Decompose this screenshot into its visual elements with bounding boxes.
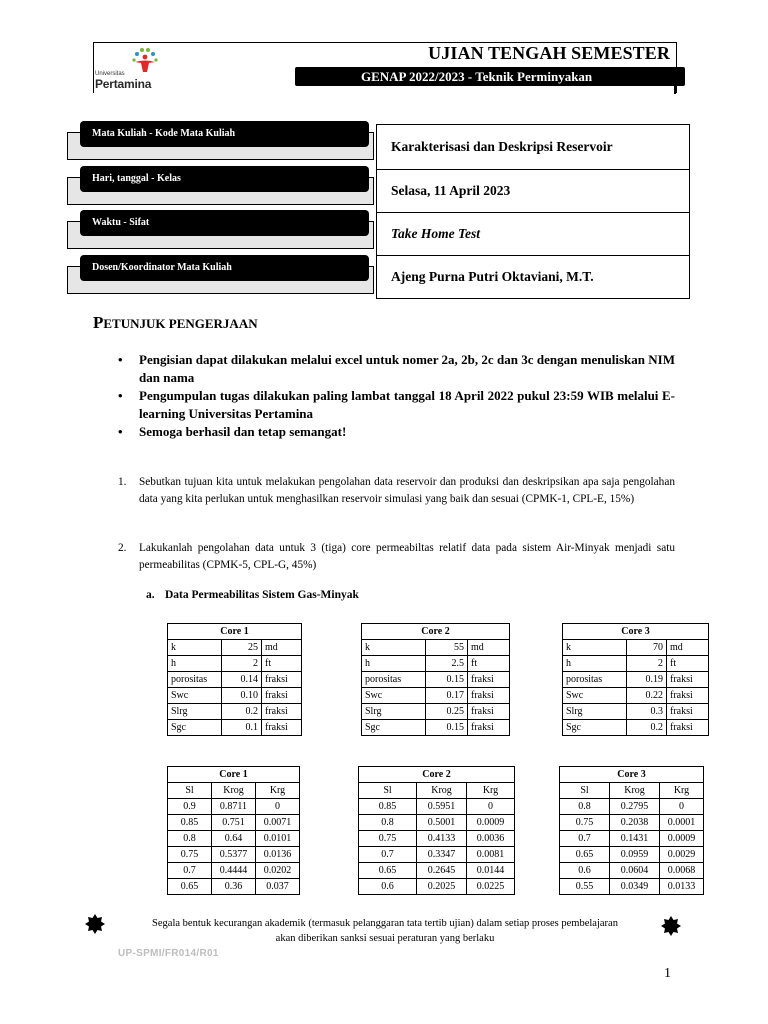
property-table-core-3: [562, 623, 709, 736]
table-title: Core 1: [168, 767, 300, 783]
table-row: Swc 0.22 fraksi: [563, 688, 709, 704]
table-row: 0.65 0.36 0.037: [168, 879, 300, 895]
table-row: Swc 0.17 fraksi: [362, 688, 510, 704]
seal-left-icon: [85, 914, 105, 934]
instructions-heading: PETUNJUK PENGERJAAN: [93, 313, 258, 332]
table-row: Swc 0.10 fraksi: [168, 688, 302, 704]
page-number: 1: [664, 966, 671, 981]
question-number: 1.: [118, 476, 127, 488]
footer-line: Segala bentuk kecurangan akademik (termasuk pelanggaran tata tertib ujian) dalam setiap proses pembelajaran: [152, 918, 618, 929]
info-value-date: Selasa, 11 April 2023: [377, 170, 689, 213]
table-title: Core 3: [563, 624, 709, 640]
table-row: 0.75 0.5377 0.0136: [168, 847, 300, 863]
table-row: porositas 0.15 fraksi: [362, 672, 510, 688]
table-row: Slrg 0.3 fraksi: [563, 704, 709, 720]
info-value-nature: Take Home Test: [377, 213, 689, 256]
seal-right-icon: [661, 916, 681, 936]
relperm-table-core-3: [559, 766, 704, 895]
instruction-item: • Pengisian dapat dilakukan melalui excel untuk nomer 2a, 2b, 2c dan 3c dengan menuliskan NIM dan nama: [118, 351, 675, 387]
footer-line: akan diberikan sanksi sesuai peraturan yang berlaku: [275, 933, 495, 944]
exam-title: UJIAN TENGAH SEMESTER: [428, 43, 670, 63]
subsection-title: Data Permeabilitas Sistem Gas-Minyak: [165, 589, 359, 601]
table-row: Sgc 0.15 fraksi: [362, 720, 510, 736]
relperm-table-core-2: [358, 766, 515, 895]
question-text: Sebutkan tujuan kita untuk melakukan pengolahan data reservoir dan produksi dan deskripsikan apa saja pengolahan data yang kita perlukan untuk menghasilkan reservoir simulasi yang baik dan sesuai (CPMK-1, CPL-E, 15%): [139, 476, 675, 505]
semester-band: [295, 67, 685, 86]
info-values-box: [376, 124, 690, 299]
table-row: 0.8 0.2795 0: [560, 799, 704, 815]
table-row: 0.7 0.3347 0.0081: [359, 847, 515, 863]
question-2: [118, 540, 675, 574]
info-label-time: [67, 210, 376, 242]
table-row: 0.6 0.2025 0.0225: [359, 879, 515, 895]
table-row: k 25 md: [168, 640, 302, 656]
table-row: h 2 ft: [168, 656, 302, 672]
table-row: 0.65 0.2645 0.0144: [359, 863, 515, 879]
table-header-row: Sl Krog Krg: [560, 783, 704, 799]
table-row: 0.8 0.64 0.0101: [168, 831, 300, 847]
info-value-lecturer: Ajeng Purna Putri Oktaviani, M.T.: [391, 269, 594, 284]
table-header-row: Sl Krog Krg: [359, 783, 515, 799]
relperm-table-core-1: [167, 766, 300, 895]
table-row: 0.75 0.2038 0.0001: [560, 815, 704, 831]
logo-university-text: Universitas: [95, 71, 125, 77]
table-row: 0.85 0.5951 0: [359, 799, 515, 815]
info-label-text: Mata Kuliah - Kode Mata Kuliah: [80, 121, 369, 147]
table-row: 0.75 0.4133 0.0036: [359, 831, 515, 847]
instruction-item: • Pengumpulan tugas dilakukan paling lambat tanggal 18 April 2022 pukul 23:59 WIB melalui E-learning Universitas Pertamina: [118, 387, 675, 423]
info-label-lecturer: [67, 255, 376, 287]
question-number: 2.: [118, 542, 127, 554]
table-row: 0.9 0.8711 0: [168, 799, 300, 815]
logo-name-text: Pertamina: [95, 77, 152, 91]
table-row: Sgc 0.2 fraksi: [563, 720, 709, 736]
subsection-a: [146, 589, 359, 601]
university-logo: [95, 46, 167, 90]
info-label-text: Waktu - Sifat: [80, 210, 369, 236]
question-text: Lakukanlah pengolahan data untuk 3 (tiga) core permeabiltas relatif data pada sistem Air-Minyak menjadi satu permeabilitas (CPMK-5, CPL-G, 45%): [139, 542, 675, 571]
info-label-course: [67, 121, 376, 153]
logo-mark-icon: [123, 46, 163, 76]
table-row: Slrg 0.2 fraksi: [168, 704, 302, 720]
table-row: k 55 md: [362, 640, 510, 656]
header-divider: [674, 86, 676, 94]
table-row: 0.85 0.751 0.0071: [168, 815, 300, 831]
table-title: Core 1: [168, 624, 302, 640]
table-row: h 2 ft: [563, 656, 709, 672]
info-label-text: Hari, tanggal - Kelas: [80, 166, 369, 192]
form-code: UP-SPMI/FR014/R01: [118, 948, 219, 959]
table-row: Slrg 0.25 fraksi: [362, 704, 510, 720]
property-table-core-2: [361, 623, 510, 736]
table-row: 0.65 0.0959 0.0029: [560, 847, 704, 863]
table-row: 0.55 0.0349 0.0133: [560, 879, 704, 895]
info-label-text: Dosen/Koordinator Mata Kuliah: [80, 255, 369, 281]
table-title: Core 2: [362, 624, 510, 640]
info-value-course: Karakterisasi dan Deskripsi Reservoir: [377, 125, 689, 170]
table-row: porositas 0.14 fraksi: [168, 672, 302, 688]
instruction-item: • Semoga berhasil dan tetap semangat!: [118, 423, 675, 441]
table-title: Core 2: [359, 767, 515, 783]
table-row: 0.7 0.1431 0.0009: [560, 831, 704, 847]
instructions-list: [118, 351, 675, 441]
table-row: 0.6 0.0604 0.0068: [560, 863, 704, 879]
table-row: Sgc 0.1 fraksi: [168, 720, 302, 736]
table-row: 0.8 0.5001 0.0009: [359, 815, 515, 831]
footer-notice: [115, 916, 655, 946]
table-row: 0.7 0.4444 0.0202: [168, 863, 300, 879]
table-row: porositas 0.19 fraksi: [563, 672, 709, 688]
table-title: Core 3: [560, 767, 704, 783]
property-table-core-1: [167, 623, 302, 736]
table-row: k 70 md: [563, 640, 709, 656]
question-1: [118, 474, 675, 508]
subsection-label: a.: [146, 589, 155, 601]
table-header-row: Sl Krog Krg: [168, 783, 300, 799]
semester-band-text: GENAP 2022/2023 - Teknik Perminyakan: [361, 69, 593, 84]
info-label-date: [67, 166, 376, 198]
table-row: h 2.5 ft: [362, 656, 510, 672]
